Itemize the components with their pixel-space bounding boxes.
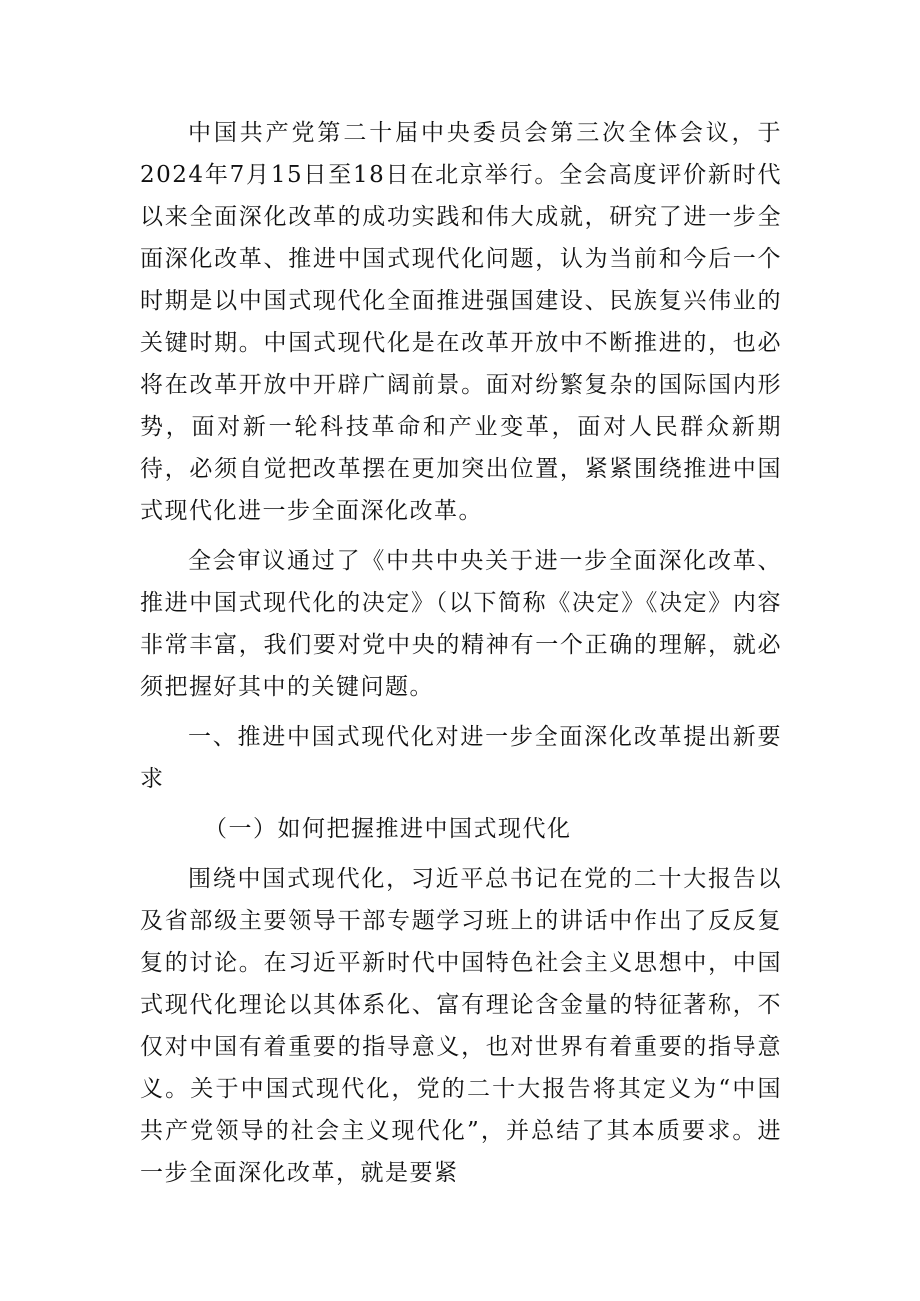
paragraph-decision: 全会审议通过了《中共中央关于进一步全面深化改革、推进中国式现代化的决定》（以下简称《决定》《决定》内容非常丰富，我们要对党中央的精神有一个正确的理解，就必须把握好其中的关键问题。 [140,548,782,700]
paragraph-modernization: 围绕中国式现代化，习近平总书记在党的二十大报告以及省部级主要领导干部专题学习班上的讲话中作出了反反复复的讨论。在习近平新时代中国特色社会主义思想中，中国式现代化理论以其体系化、富有理论含金量的特征著称，不仅对中国有着重要的指导意义，也对世界有着重要的指导意义。关于中国式现代化，党的二十大报告将其定义为“中国共产党领导的社会主义现代化”，并总结了其本质要求。进一步全面深化改革，就是要紧 [140,866,782,1186]
document-body [140,112,782,1202]
section-heading: 一、推进中国式现代化对进一步全面深化改革提出新要求 [140,724,782,792]
paragraph-intro: 中国共产党第二十届中央委员会第三次全体会议，于2024年7月15日至18日在北京举行。全会高度评价新时代以来全面深化改革的成功实践和伟大成就，研究了进一步全面深化改革、推进中国式现代化问题，认为当前和今后一个时期是以中国式现代化全面推进强国建设、民族复兴伟业的关键时期。中国式现代化是在改革开放中不断推进的，也必将在改革开放中开辟广阔前景。面对纷繁复杂的国际国内形势，面对新一轮科技革命和产业变革，面对人民群众新期待，必须自觉把改革摆在更加突出位置，紧紧围绕推进中国式现代化进一步全面深化改革。 [140,120,782,524]
subsection-heading: （一）如何把握推进中国式现代化 [204,816,572,842]
